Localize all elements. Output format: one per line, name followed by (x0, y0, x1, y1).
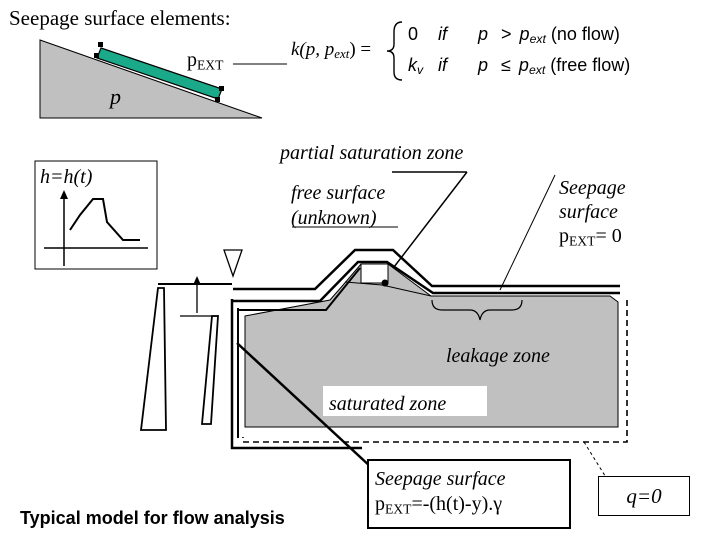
formula-lhs (291, 40, 371, 61)
partial-zone-leader (384, 172, 467, 280)
partial-zone-dot (382, 280, 389, 287)
seepage-bottom-line2 (375, 492, 569, 518)
seepage-top-line2: surface (559, 201, 618, 223)
formula-lhs-tail: ) = (349, 39, 372, 60)
seepage-bottom-line1: Seepage surface (375, 468, 506, 490)
formula-lhs-main: k(p, p (291, 39, 335, 60)
row1-p: p (478, 24, 489, 44)
hydrograph-label: h=h(t) (40, 166, 93, 188)
seepage-top-leader (500, 175, 555, 290)
seepage-top-line3 (559, 224, 626, 250)
row2-note: (free flow) (550, 55, 631, 75)
row1-value: 0 (408, 24, 419, 44)
node-marker (98, 42, 103, 47)
row1-if: if (438, 24, 447, 44)
partial-saturation-label: partial saturation zone (280, 142, 464, 164)
seepage-top-line1: Seepage (559, 177, 626, 199)
free-surface-label: free surface (291, 182, 386, 204)
seepage-bottom-sub: EXT (385, 501, 412, 517)
seepage-bottom-box (367, 459, 571, 529)
seepage-top-tail: = 0 (595, 225, 622, 247)
row2-if: if (438, 55, 447, 75)
load-triangle-right (202, 316, 218, 424)
seepage-top-box (557, 175, 628, 251)
node-marker (94, 53, 99, 58)
page-title: Seepage surface elements: (9, 6, 231, 30)
row2-op: ≤ (501, 55, 511, 75)
free-surface-unknown: (unknown) (291, 207, 377, 229)
row1-op: > (501, 24, 512, 44)
p-label: p (110, 84, 121, 109)
row1-pe-sub: ext (529, 32, 546, 47)
p-ext-label (187, 50, 223, 72)
leakage-zone-label: leakage zone (446, 345, 550, 367)
formula-row1 (408, 25, 620, 45)
formula-brace (387, 22, 402, 80)
node-marker (219, 86, 224, 91)
row2-value (408, 56, 438, 76)
q-zero-box: q=0 (598, 476, 690, 516)
head-arrow (193, 276, 201, 285)
node-marker (215, 97, 220, 102)
seepage-top-sub: EXT (569, 233, 596, 249)
formula-row2 (408, 56, 630, 76)
saturated-zone-label: saturated zone (323, 386, 487, 416)
p-ext-main: p (187, 49, 197, 71)
slope-soil (40, 40, 262, 118)
water-level-triangle (224, 250, 242, 276)
seepage-bottom-tail: =-(h(t)-y).γ (411, 493, 503, 515)
seepage-surface-outer (233, 250, 620, 289)
row2-k: k (408, 55, 417, 75)
formula-lhs-sub: ext (334, 46, 350, 62)
caption: Typical model for flow analysis (20, 508, 285, 528)
row2-k-sub: v (417, 63, 424, 78)
seepage-bottom-p: p (375, 493, 385, 515)
row1-note: (no flow) (550, 24, 620, 44)
row2-pe-sub: ext (528, 63, 546, 78)
row2-p: p (478, 55, 489, 75)
seepage-top-p: p (559, 225, 569, 247)
row2-pe: p (518, 55, 529, 75)
row1-pe: p (519, 24, 530, 44)
load-triangle-left (141, 288, 166, 430)
p-ext-sub: EXT (197, 57, 224, 73)
